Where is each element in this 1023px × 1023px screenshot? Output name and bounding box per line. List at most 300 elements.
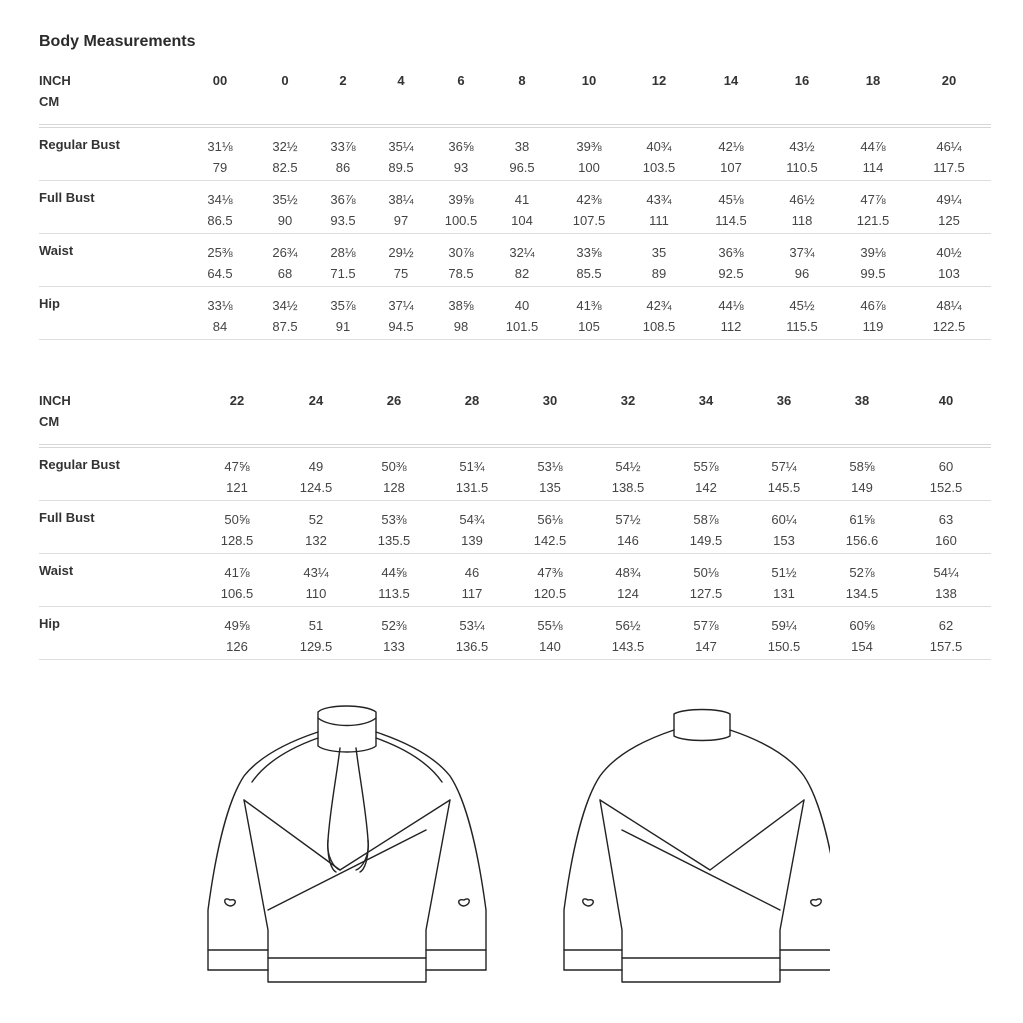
inch-value: 60¼: [771, 512, 797, 527]
size-label: 2: [339, 73, 347, 88]
cm-value: 121: [226, 480, 248, 495]
measurement-cell: [190, 190, 250, 230]
inch-value: 47⅞: [860, 192, 886, 207]
size-label: 28: [464, 393, 480, 408]
measurement-cell: [919, 243, 979, 283]
cm-value: 82: [514, 266, 530, 281]
inch-value: 34½: [272, 298, 298, 313]
size-label: 16: [794, 73, 810, 88]
measurement-cell: [313, 137, 373, 177]
sweatshirt-back-view: [564, 710, 830, 983]
cm-value: 120.5: [533, 586, 567, 601]
inch-value: 52: [308, 512, 324, 527]
measurement-cell: [207, 510, 267, 550]
cm-value: 152.5: [929, 480, 963, 495]
measurement-cell: [629, 137, 689, 177]
measurement-cell: [559, 296, 619, 336]
measurement-cell: [431, 243, 491, 283]
inch-value: 57⅞: [693, 618, 719, 633]
measurement-cell: [559, 190, 619, 230]
cm-value: 105: [578, 319, 600, 334]
inch-value: 44⅞: [860, 139, 886, 154]
cm-value: 92.5: [718, 266, 744, 281]
inch-value: 29½: [388, 245, 414, 260]
cm-value: 117.5: [933, 160, 965, 175]
cm-value: 87.5: [272, 319, 298, 334]
inch-value: 47⅜: [537, 565, 563, 580]
cm-value: 154: [851, 639, 873, 654]
measurement-row: [39, 607, 991, 660]
inch-value: 52⅞: [849, 565, 875, 580]
inch-value: 33⅛: [207, 298, 233, 313]
size-label: 18: [865, 73, 881, 88]
measurement-row: [39, 234, 991, 287]
cm-value: 90: [277, 213, 293, 228]
cm-value: 97: [393, 213, 409, 228]
inch-value: 60⅝: [849, 618, 875, 633]
cm-value: 149: [851, 480, 873, 495]
measurement-cell: [492, 296, 552, 336]
cm-value: 149.5: [689, 533, 723, 548]
row-label: Full Bust: [39, 190, 95, 205]
inch-value: 35: [651, 245, 667, 260]
measurement-cell: [442, 510, 502, 550]
measurement-cell: [916, 510, 976, 550]
inch-value: 57¼: [771, 459, 797, 474]
measurement-cell: [772, 243, 832, 283]
cm-value: 93.5: [330, 213, 356, 228]
cm-value: 128: [383, 480, 405, 495]
cm-value: 136.5: [455, 639, 489, 654]
cm-value: 129.5: [299, 639, 333, 654]
inch-value: 52⅜: [381, 618, 407, 633]
cm-value: 84: [212, 319, 228, 334]
inch-value: 33⅞: [330, 139, 356, 154]
cm-value: 89.5: [388, 160, 414, 175]
measurement-cell: [701, 296, 761, 336]
measurement-cell: [255, 190, 315, 230]
measurement-cell: [916, 616, 976, 656]
cm-value: 138: [935, 586, 957, 601]
inch-value: 50⅜: [381, 459, 407, 474]
inch-value: 40: [514, 298, 530, 313]
cm-value: 98: [453, 319, 469, 334]
measurement-cell: [364, 457, 424, 497]
inch-value: 48¼: [936, 298, 962, 313]
row-label: Full Bust: [39, 510, 95, 525]
size-label: 6: [457, 73, 465, 88]
measurement-cell: [371, 137, 431, 177]
size-label: 26: [386, 393, 402, 408]
cm-value: 128.5: [220, 533, 254, 548]
inch-value: 44⅝: [381, 565, 407, 580]
cm-value: 78.5: [448, 266, 474, 281]
measurement-cell: [207, 616, 267, 656]
measurement-cell: [919, 137, 979, 177]
measurement-table-sizes-22-40: [39, 390, 991, 660]
measurement-cell: [754, 457, 814, 497]
size-label: 24: [308, 393, 324, 408]
cm-value: 124.5: [299, 480, 333, 495]
row-label: Hip: [39, 296, 60, 311]
measurement-cell: [772, 190, 832, 230]
measurement-row: [39, 128, 991, 181]
inch-value: 41⅜: [576, 298, 602, 313]
measurement-cell: [442, 616, 502, 656]
measurement-cell: [313, 190, 373, 230]
measurement-cell: [598, 510, 658, 550]
measurement-cell: [676, 563, 736, 603]
measurement-cell: [843, 137, 903, 177]
cm-value: 121.5: [856, 213, 890, 228]
cm-value: 127.5: [689, 586, 723, 601]
measurement-cell: [832, 563, 892, 603]
row-label: Waist: [39, 563, 74, 578]
cm-value: 71.5: [330, 266, 356, 281]
measurement-cell: [772, 137, 832, 177]
size-label: 38: [854, 393, 870, 408]
inch-value: 38⅝: [448, 298, 474, 313]
measurement-cell: [701, 243, 761, 283]
cm-value: 117: [461, 586, 483, 601]
measurement-row: [39, 554, 991, 607]
inch-value: 38: [514, 139, 530, 154]
inch-value: 35⅞: [330, 298, 356, 313]
measurement-cell: [832, 510, 892, 550]
inch-value: 49⅝: [224, 618, 250, 633]
cm-value: 91: [335, 319, 351, 334]
measurement-cell: [313, 296, 373, 336]
measurement-cell: [701, 137, 761, 177]
inch-value: 43¾: [646, 192, 672, 207]
inch-value: 40½: [936, 245, 962, 260]
inch-value: 42⅜: [576, 192, 602, 207]
cm-value: 99.5: [860, 266, 886, 281]
cm-value: 107: [720, 160, 742, 175]
cm-value: 64.5: [207, 266, 233, 281]
measurement-cell: [371, 296, 431, 336]
measurement-cell: [190, 243, 250, 283]
measurement-cell: [843, 296, 903, 336]
measurement-cell: [190, 137, 250, 177]
inch-value: 40¾: [646, 139, 672, 154]
measurement-cell: [598, 616, 658, 656]
cm-value: 100.5: [444, 213, 478, 228]
measurement-cell: [598, 563, 658, 603]
inch-value: 26¾: [272, 245, 298, 260]
cm-value: 86: [335, 160, 351, 175]
inch-value: 50⅛: [693, 565, 719, 580]
inch-value: 37¼: [388, 298, 414, 313]
cm-value: 118: [791, 213, 813, 228]
measurement-cell: [559, 137, 619, 177]
inch-value: 56⅛: [537, 512, 563, 527]
cm-value: 157.5: [929, 639, 963, 654]
cm-value: 94.5: [388, 319, 414, 334]
cm-value: 110: [305, 586, 327, 601]
cm-value: 79: [212, 160, 228, 175]
size-label: 32: [620, 393, 636, 408]
measurement-cell: [520, 510, 580, 550]
measurement-cell: [255, 243, 315, 283]
cm-value: 114: [862, 160, 884, 175]
inch-value: 42⅛: [718, 139, 744, 154]
cm-value: 142: [695, 480, 717, 495]
size-label: 22: [229, 393, 245, 408]
measurement-row: [39, 287, 991, 340]
measurement-cell: [676, 457, 736, 497]
measurement-cell: [286, 510, 346, 550]
cm-value: 75: [393, 266, 409, 281]
cm-value: 134.5: [845, 586, 879, 601]
cm-value: 126: [226, 639, 248, 654]
cm-value: 150.5: [767, 639, 801, 654]
measurement-cell: [754, 616, 814, 656]
measurement-cell: [520, 616, 580, 656]
measurement-cell: [676, 616, 736, 656]
cm-value: 115.5: [786, 319, 818, 334]
inch-value: 37¾: [789, 245, 815, 260]
measurement-cell: [207, 563, 267, 603]
inch-value: 54½: [615, 459, 641, 474]
measurement-cell: [255, 296, 315, 336]
measurement-row: [39, 501, 991, 554]
inch-value: 55⅞: [693, 459, 719, 474]
inch-value: 48¾: [615, 565, 641, 580]
measurement-cell: [919, 296, 979, 336]
cm-value: 146: [617, 533, 639, 548]
cm-value: 101.5: [505, 319, 539, 334]
measurement-cell: [364, 563, 424, 603]
inch-value: 43¼: [303, 565, 329, 580]
unit-label-inch: INCH: [39, 393, 71, 408]
inch-value: 45½: [789, 298, 815, 313]
inch-value: 51½: [771, 565, 797, 580]
cm-value: 131: [773, 586, 795, 601]
inch-value: 46⅞: [860, 298, 886, 313]
cm-value: 124: [617, 586, 639, 601]
inch-value: 46¼: [936, 139, 962, 154]
inch-value: 39⅝: [448, 192, 474, 207]
inch-value: 31⅛: [207, 139, 233, 154]
measurement-cell: [431, 190, 491, 230]
measurement-cell: [916, 563, 976, 603]
page-title: Body Measurements: [39, 33, 196, 50]
inch-value: 43½: [789, 139, 815, 154]
size-label: 12: [651, 73, 667, 88]
cm-value: 104: [511, 213, 533, 228]
measurement-cell: [442, 563, 502, 603]
inch-value: 58⅝: [849, 459, 875, 474]
measurement-cell: [754, 563, 814, 603]
inch-value: 41⅞: [224, 565, 250, 580]
cm-value: 119: [862, 319, 884, 334]
cm-value: 122.5: [932, 319, 966, 334]
cm-value: 153: [773, 533, 795, 548]
inch-value: 36⅜: [718, 245, 744, 260]
measurement-cell: [520, 563, 580, 603]
size-label: 0: [281, 73, 289, 88]
inch-value: 41: [514, 192, 530, 207]
cm-value: 106.5: [220, 586, 254, 601]
inch-value: 46½: [789, 192, 815, 207]
cm-value: 82.5: [272, 160, 298, 175]
size-label: 34: [698, 393, 714, 408]
cm-value: 103.5: [642, 160, 676, 175]
sweatshirt-technical-drawing: [190, 700, 830, 990]
inch-value: 45⅛: [718, 192, 744, 207]
inch-value: 32½: [272, 139, 298, 154]
inch-value: 58⅞: [693, 512, 719, 527]
size-label: 14: [723, 73, 739, 88]
measurement-cell: [364, 616, 424, 656]
inch-value: 62: [938, 618, 954, 633]
cm-value: 139: [461, 533, 483, 548]
cm-value: 135: [539, 480, 561, 495]
measurement-cell: [629, 190, 689, 230]
cm-value: 68: [277, 266, 293, 281]
measurement-cell: [371, 243, 431, 283]
cm-value: 108.5: [642, 319, 676, 334]
measurement-cell: [832, 616, 892, 656]
inch-value: 30⅞: [448, 245, 474, 260]
inch-value: 39⅛: [860, 245, 886, 260]
size-label: 8: [518, 73, 526, 88]
cm-value: 125: [938, 213, 960, 228]
cm-value: 113.5: [378, 586, 410, 601]
inch-value: 54¼: [933, 565, 959, 580]
inch-value: 53¼: [459, 618, 485, 633]
inch-value: 33⅝: [576, 245, 602, 260]
inch-value: 36⅞: [330, 192, 356, 207]
measurement-cell: [772, 296, 832, 336]
cm-value: 100: [578, 160, 600, 175]
cm-value: 89: [651, 266, 667, 281]
inch-value: 34⅛: [207, 192, 233, 207]
inch-value: 51: [308, 618, 324, 633]
row-label: Waist: [39, 243, 74, 258]
cm-value: 131.5: [455, 480, 489, 495]
measurement-cell: [492, 137, 552, 177]
measurement-cell: [431, 137, 491, 177]
measurement-cell: [442, 457, 502, 497]
measurement-row: [39, 181, 991, 234]
inch-value: 46: [464, 565, 480, 580]
measurement-cell: [676, 510, 736, 550]
inch-value: 47⅝: [224, 459, 250, 474]
measurement-cell: [701, 190, 761, 230]
measurement-cell: [207, 457, 267, 497]
measurement-cell: [843, 243, 903, 283]
cm-value: 142.5: [533, 533, 567, 548]
cm-value: 96.5: [509, 160, 535, 175]
row-label: Regular Bust: [39, 457, 120, 472]
measurement-cell: [286, 616, 346, 656]
size-label: 10: [581, 73, 597, 88]
unit-label-inch: INCH: [39, 73, 71, 88]
size-label: 20: [941, 73, 957, 88]
measurement-cell: [598, 457, 658, 497]
measurement-cell: [364, 510, 424, 550]
cm-value: 160: [935, 533, 957, 548]
unit-label-cm: CM: [39, 94, 60, 109]
inch-value: 25⅜: [207, 245, 233, 260]
inch-value: 51¾: [459, 459, 485, 474]
measurement-cell: [492, 243, 552, 283]
measurement-cell: [916, 457, 976, 497]
measurement-cell: [629, 243, 689, 283]
sweatshirt-front-view: [208, 706, 486, 982]
inch-value: 61⅝: [849, 512, 875, 527]
inch-value: 39⅜: [576, 139, 602, 154]
cm-value: 132: [305, 533, 327, 548]
unit-label-cm: CM: [39, 414, 60, 429]
size-label: 30: [542, 393, 558, 408]
cm-value: 111: [649, 213, 669, 228]
inch-value: 55⅛: [537, 618, 563, 633]
measurement-cell: [431, 296, 491, 336]
inch-value: 57½: [615, 512, 641, 527]
cm-value: 138.5: [611, 480, 645, 495]
size-label: 00: [212, 73, 228, 88]
cm-value: 114.5: [715, 213, 747, 228]
cm-value: 93: [453, 160, 469, 175]
size-header-row: [39, 70, 991, 124]
measurement-cell: [832, 457, 892, 497]
row-label: Hip: [39, 616, 60, 631]
inch-value: 44⅛: [718, 298, 744, 313]
measurement-cell: [559, 243, 619, 283]
measurement-cell: [919, 190, 979, 230]
inch-value: 49: [308, 459, 324, 474]
row-label: Regular Bust: [39, 137, 120, 152]
measurement-cell: [754, 510, 814, 550]
inch-value: 38¼: [388, 192, 414, 207]
inch-value: 60: [938, 459, 954, 474]
size-header-row: [39, 390, 991, 444]
cm-value: 85.5: [576, 266, 602, 281]
measurement-cell: [313, 243, 373, 283]
measurement-table-sizes-00-20: [39, 70, 991, 340]
measurement-cell: [286, 563, 346, 603]
measurement-cell: [492, 190, 552, 230]
cm-value: 145.5: [767, 480, 801, 495]
inch-value: 59¼: [771, 618, 797, 633]
cm-value: 112: [720, 319, 742, 334]
measurement-cell: [286, 457, 346, 497]
measurement-cell: [629, 296, 689, 336]
cm-value: 96: [794, 266, 810, 281]
cm-value: 107.5: [572, 213, 606, 228]
cm-value: 135.5: [377, 533, 411, 548]
inch-value: 28⅛: [330, 245, 356, 260]
measurement-cell: [371, 190, 431, 230]
inch-value: 63: [938, 512, 954, 527]
inch-value: 36⅝: [448, 139, 474, 154]
cm-value: 110.5: [786, 160, 818, 175]
inch-value: 35½: [272, 192, 298, 207]
size-label: 4: [397, 73, 405, 88]
cm-value: 133: [383, 639, 405, 654]
inch-value: 53⅜: [381, 512, 407, 527]
inch-value: 54¾: [459, 512, 485, 527]
cm-value: 140: [539, 639, 561, 654]
cm-value: 156.6: [845, 533, 879, 548]
measurement-cell: [255, 137, 315, 177]
measurement-cell: [190, 296, 250, 336]
size-label: 36: [776, 393, 792, 408]
size-label: 40: [938, 393, 954, 408]
